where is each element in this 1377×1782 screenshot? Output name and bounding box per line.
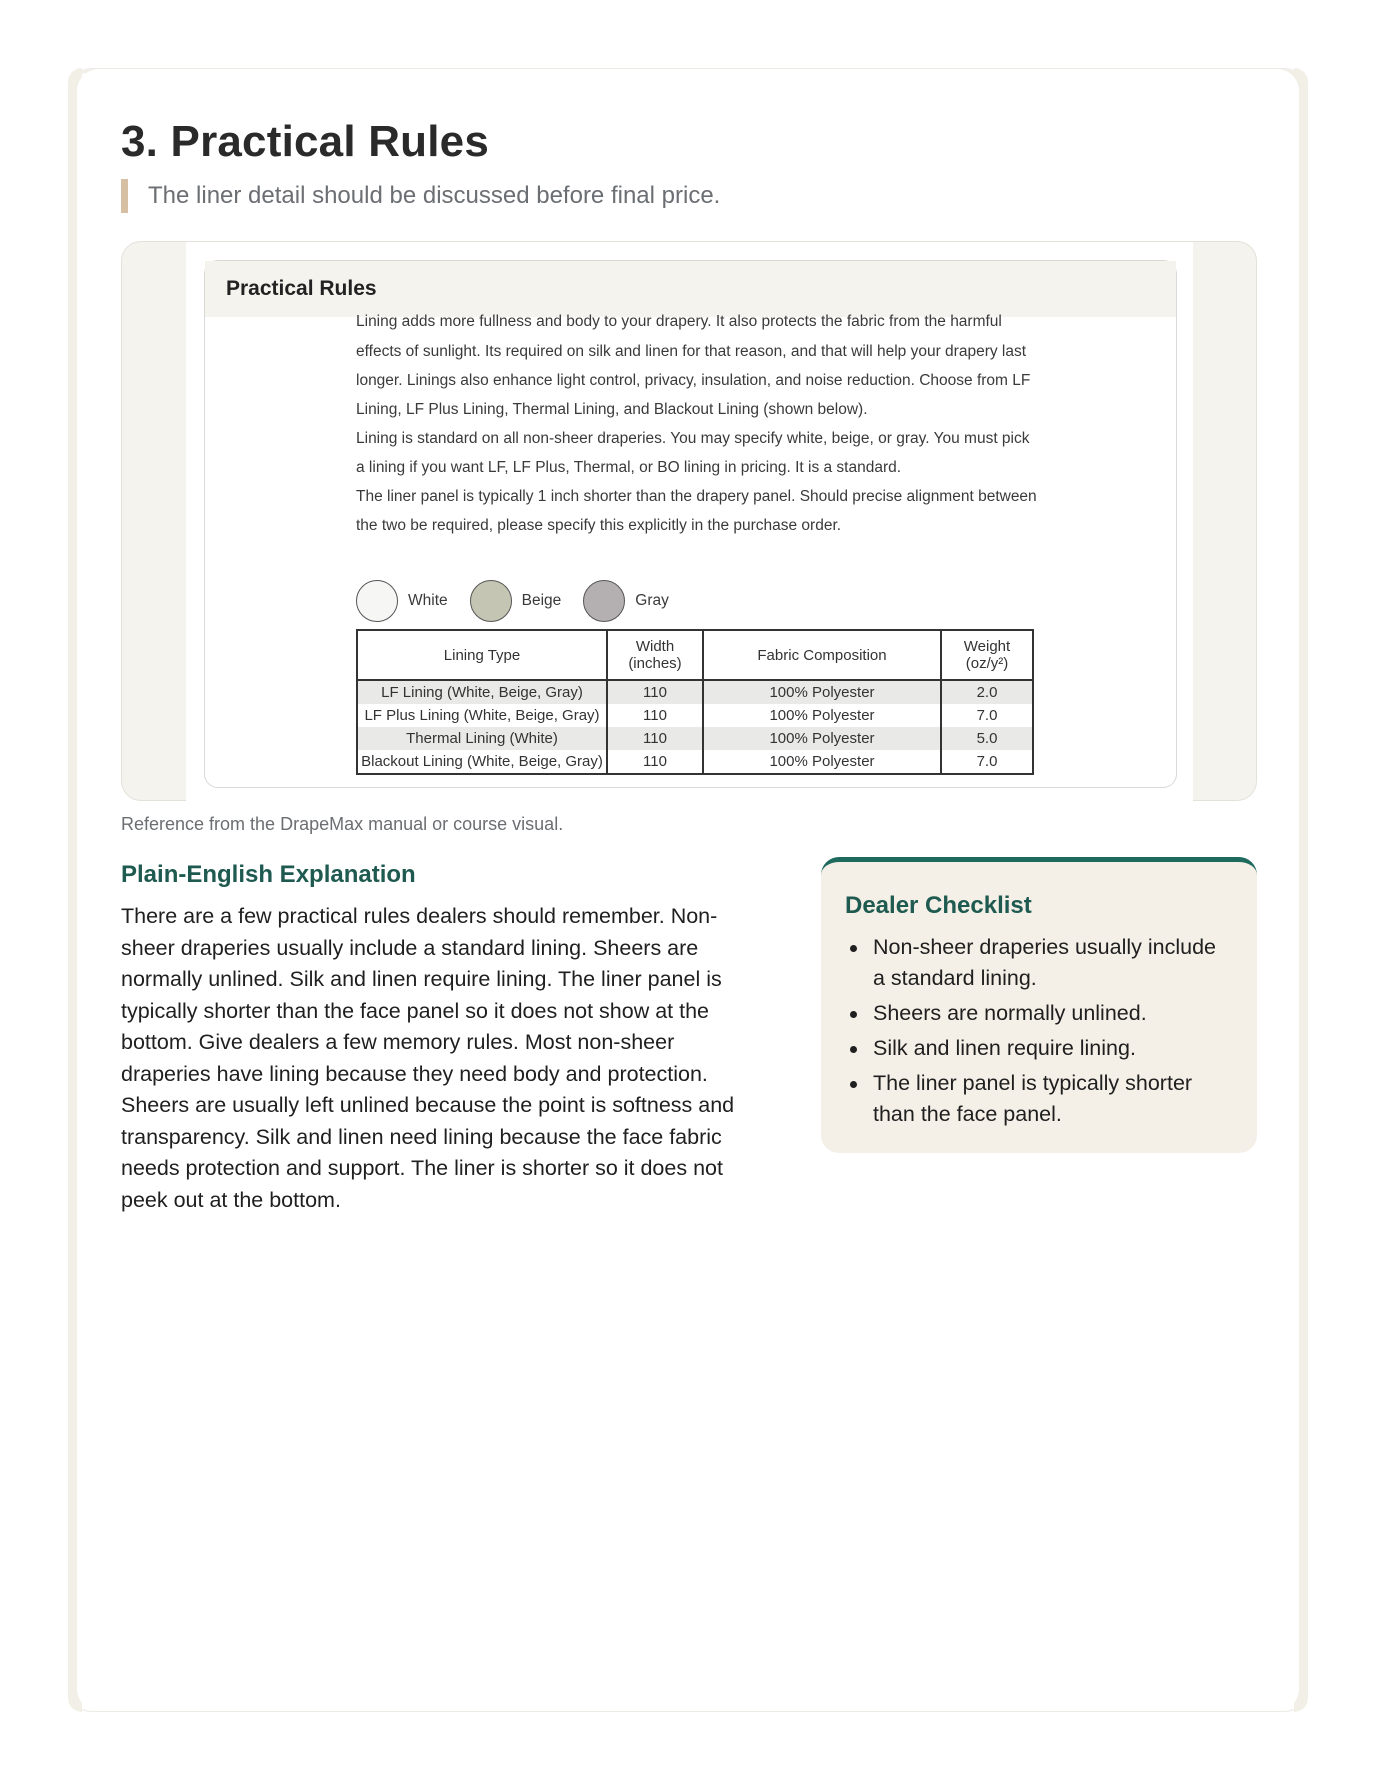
lining-spec-table xyxy=(356,629,1034,775)
manual-line: effects of sunlight. Its required on silk and linen for that reason, and that will help your drapery last xyxy=(356,343,1027,360)
cell-composition: 100% Polyester xyxy=(703,727,941,750)
header-width-text: Width (inches) xyxy=(628,638,682,672)
manual-line-text: Lining adds more fullness and body to your drapery. It also protects the fabric from the harmful xyxy=(356,313,1002,330)
checklist-item: Non-sheer draperies usually include a standard lining. xyxy=(873,932,1233,994)
cell-weight: 2.0 xyxy=(941,680,1033,704)
lining-color-swatches xyxy=(356,579,691,623)
checklist-item: The liner panel is typically shorter than the face panel. xyxy=(873,1068,1233,1130)
cell-width: 110 xyxy=(607,680,703,704)
cell-composition: 100% Polyester xyxy=(703,680,941,704)
checklist-item: Sheers are normally unlined. xyxy=(873,998,1233,1029)
cell-composition: 100% Polyester xyxy=(703,750,941,774)
cell-lining-type: LF Plus Lining (White, Beige, Gray) xyxy=(357,704,607,727)
cell-composition: 100% Polyester xyxy=(703,704,941,727)
checklist-list xyxy=(845,932,1233,1130)
swatch-white-label: White xyxy=(408,592,448,609)
swatch-gray-dot xyxy=(583,580,625,622)
panel-title: Practical Rules xyxy=(205,261,1176,317)
swatch-gray-label: Gray xyxy=(635,592,669,609)
cell-width: 110 xyxy=(607,750,703,774)
swatch-beige-dot xyxy=(470,580,512,622)
reference-figure xyxy=(121,241,1257,801)
explanation-heading: Plain-English Explanation xyxy=(121,861,416,888)
dealer-checklist xyxy=(821,857,1257,1153)
manual-line: the two be required, please specify this explicitly in the purchase order. xyxy=(356,517,842,534)
cell-lining-type: Blackout Lining (White, Beige, Gray) xyxy=(357,750,607,774)
table-row xyxy=(357,727,1033,750)
swatch-white-dot xyxy=(356,580,398,622)
manual-text xyxy=(356,313,1056,540)
cell-weight: 7.0 xyxy=(941,750,1033,774)
cell-weight: 5.0 xyxy=(941,727,1033,750)
manual-line: The liner panel is typically 1 inch shorter than the drapery panel. Should precise alignment between xyxy=(356,488,1037,505)
manual-line: a lining if you want LF, LF Plus, Thermal, or BO lining in pricing. It is a standard. xyxy=(356,459,902,476)
cell-width: 110 xyxy=(607,704,703,727)
swatch-white xyxy=(356,580,448,622)
table-row xyxy=(357,704,1033,727)
header-weight xyxy=(941,630,1033,680)
table-header-row xyxy=(357,630,1033,680)
table-row xyxy=(357,680,1033,704)
header-fabric-composition: Fabric Composition xyxy=(703,630,941,680)
page-card xyxy=(68,68,1308,1712)
checklist-item: Silk and linen require lining. xyxy=(873,1033,1233,1064)
page-title: 3. Practical Rules xyxy=(121,117,490,166)
explanation-body: There are a few practical rules dealers should remember. Non-sheer draperies usually include a standard lining. Sheers are normally unlined. Silk and linen require lining. The liner panel is typically shorter than the face panel so it does not show at the bottom. Give dealers a few memory rules. Most non-sheer draperies have lining because they need body and protection. Sheers are usually left unlined because the point is softness and transparency. Silk and linen need lining because the face fabric needs protection and support. The liner is shorter so it does not peek out at the bottom. xyxy=(121,904,735,1212)
swatch-beige xyxy=(470,580,562,622)
cell-lining-type: Thermal Lining (White) xyxy=(357,727,607,750)
header-weight-text: Weight (oz/y²) xyxy=(963,638,1011,672)
manual-line xyxy=(356,313,1056,337)
manual-excerpt-panel xyxy=(204,260,1177,788)
figure-caption: Reference from the DrapeMax manual or course visual. xyxy=(121,814,564,834)
manual-line: longer. Linings also enhance light control, privacy, insulation, and noise reduction. Choose from LF xyxy=(356,372,1031,389)
cell-width: 110 xyxy=(607,727,703,750)
checklist-title: Dealer Checklist xyxy=(845,892,1032,919)
header-width xyxy=(607,630,703,680)
swatch-beige-label: Beige xyxy=(521,592,562,609)
table-row xyxy=(357,750,1033,774)
page-subtitle: The liner detail should be discussed before final price. xyxy=(121,179,720,213)
manual-line: Lining is standard on all non-sheer draperies. You may specify white, beige, or gray. You must pick xyxy=(356,430,1030,447)
cell-weight: 7.0 xyxy=(941,704,1033,727)
cell-lining-type: LF Lining (White, Beige, Gray) xyxy=(357,680,607,704)
swatch-gray xyxy=(583,580,669,622)
manual-line: Lining, LF Plus Lining, Thermal Lining, and Blackout Lining (shown below). xyxy=(356,401,868,418)
header-lining-type: Lining Type xyxy=(357,630,607,680)
